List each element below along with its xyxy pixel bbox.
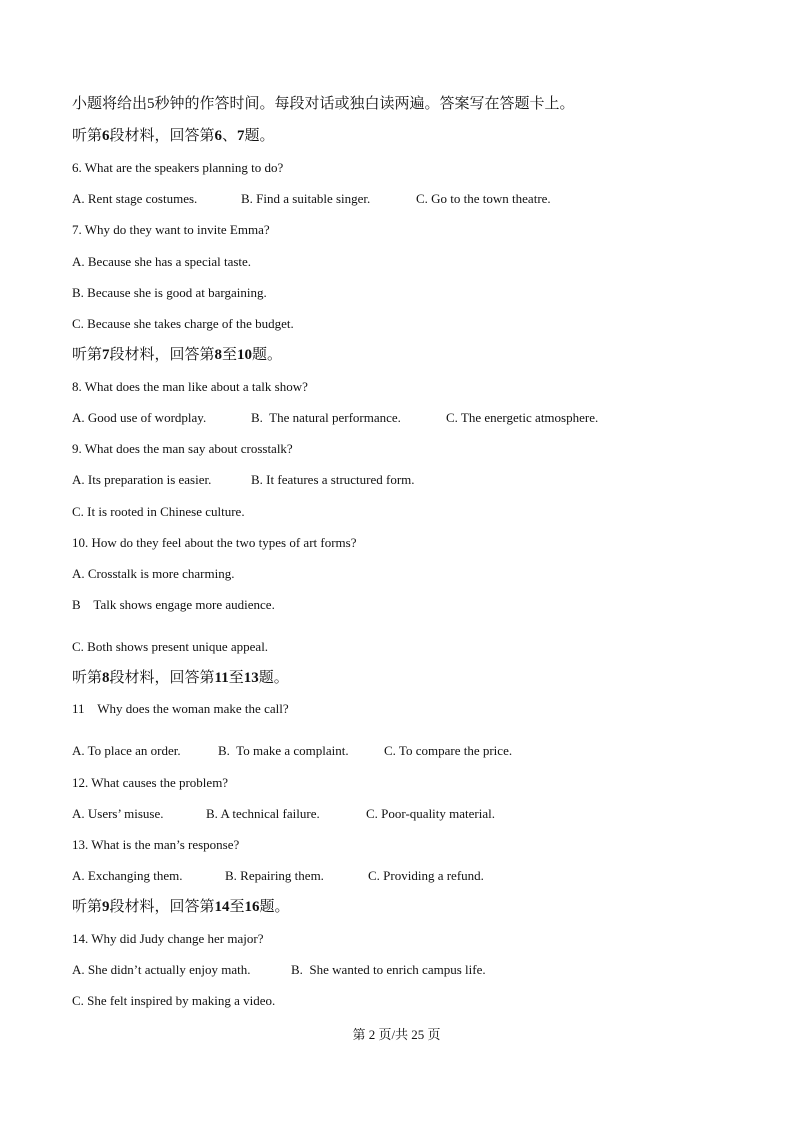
heading-text: 听第 bbox=[72, 899, 103, 915]
heading-number: 7 bbox=[237, 128, 245, 144]
question-stem: 11 Why does the woman make the call? bbox=[72, 701, 289, 716]
section-heading bbox=[72, 346, 282, 364]
heading-text: 题。 bbox=[244, 128, 275, 144]
heading-text: 段材料，回答第 bbox=[109, 128, 215, 144]
heading-number: 9 bbox=[102, 899, 110, 915]
option-c: C. It is rooted in Chinese culture. bbox=[72, 504, 245, 519]
heading-number: 16 bbox=[244, 899, 260, 915]
option-b: B. To make a complaint. bbox=[218, 743, 349, 758]
heading-text: 题。 bbox=[259, 899, 290, 915]
option-a: A. She didn’t actually enjoy math. bbox=[72, 962, 251, 977]
question-stem: 14. Why did Judy change her major? bbox=[72, 931, 264, 946]
option-a: A. Its preparation is easier. bbox=[72, 472, 212, 487]
option-a: A. Users’ misuse. bbox=[72, 806, 164, 821]
option-a: A. To place an order. bbox=[72, 743, 181, 758]
option-a: A. Because she has a special taste. bbox=[72, 254, 252, 269]
heading-text: 至 bbox=[228, 670, 244, 686]
option-c: C. Both shows present unique appeal. bbox=[72, 639, 269, 654]
option-b: B. Repairing them. bbox=[225, 868, 324, 883]
section-heading bbox=[72, 898, 290, 916]
heading-text: 听第 bbox=[72, 670, 103, 686]
heading-text: 题。 bbox=[252, 347, 283, 363]
heading-number: 14 bbox=[214, 899, 230, 915]
heading-text: 题。 bbox=[258, 670, 289, 686]
option-a: A. Rent stage costumes. bbox=[72, 191, 198, 206]
question-stem: 7. Why do they want to invite Emma? bbox=[72, 222, 270, 237]
option-b: B. It features a structured form. bbox=[251, 472, 415, 487]
heading-text: 至 bbox=[222, 347, 238, 363]
heading-text: 段材料，回答第 bbox=[109, 347, 215, 363]
option-a: A. Exchanging them. bbox=[72, 868, 183, 883]
question-stem: 12. What causes the problem? bbox=[72, 775, 229, 790]
question-stem: 9. What does the man say about crosstalk? bbox=[72, 441, 293, 456]
section-heading bbox=[72, 127, 275, 145]
option-a: A. Good use of wordplay. bbox=[72, 410, 207, 425]
heading-number: 13 bbox=[243, 670, 259, 686]
option-a: A. Crosstalk is more charming. bbox=[72, 566, 235, 581]
section-heading bbox=[72, 669, 289, 687]
intro-line: 小题将给出5秒钟的作答时间。每段对话或独白读两遍。答案写在答题卡上。 bbox=[72, 96, 575, 112]
option-c: C. Because she takes charge of the budget. bbox=[72, 316, 294, 331]
option-b: B. Find a suitable singer. bbox=[241, 191, 371, 206]
heading-number: 6 bbox=[214, 128, 223, 144]
heading-number: 8 bbox=[214, 347, 223, 363]
heading-text: 至 bbox=[229, 899, 245, 915]
option-b: B. She wanted to enrich campus life. bbox=[291, 962, 486, 977]
option-b: B Talk shows engage more audience. bbox=[72, 597, 275, 612]
option-b: B. A technical failure. bbox=[206, 806, 320, 821]
option-c: C. Go to the town theatre. bbox=[416, 191, 551, 206]
question-stem: 6. What are the speakers planning to do? bbox=[72, 160, 284, 175]
heading-number: 10 bbox=[237, 347, 253, 363]
heading-text: 听第 bbox=[72, 128, 103, 144]
question-stem: 13. What is the man’s response? bbox=[72, 837, 240, 852]
question-stem: 10. How do they feel about the two types of art forms? bbox=[72, 535, 357, 550]
heading-text: 、 bbox=[222, 128, 238, 144]
option-c: C. She felt inspired by making a video. bbox=[72, 993, 276, 1008]
question-stem: 8. What does the man like about a talk show? bbox=[72, 379, 308, 394]
heading-number: 8 bbox=[102, 670, 110, 686]
option-b: B. Because she is good at bargaining. bbox=[72, 285, 267, 300]
option-c: C. Poor-quality material. bbox=[366, 806, 495, 821]
page-footer: 第 2 页/共 25 页 bbox=[352, 1027, 441, 1042]
heading-number: 7 bbox=[102, 347, 110, 363]
option-c: C. The energetic atmosphere. bbox=[446, 410, 599, 425]
heading-number: 6 bbox=[102, 128, 110, 144]
heading-text: 段材料，回答第 bbox=[109, 670, 215, 686]
heading-text: 听第 bbox=[72, 347, 103, 363]
heading-text: 段材料，回答第 bbox=[109, 899, 215, 915]
option-c: C. Providing a refund. bbox=[368, 868, 484, 883]
option-b: B. The natural performance. bbox=[251, 410, 401, 425]
heading-number: 11 bbox=[214, 670, 229, 686]
option-c: C. To compare the price. bbox=[384, 743, 513, 758]
